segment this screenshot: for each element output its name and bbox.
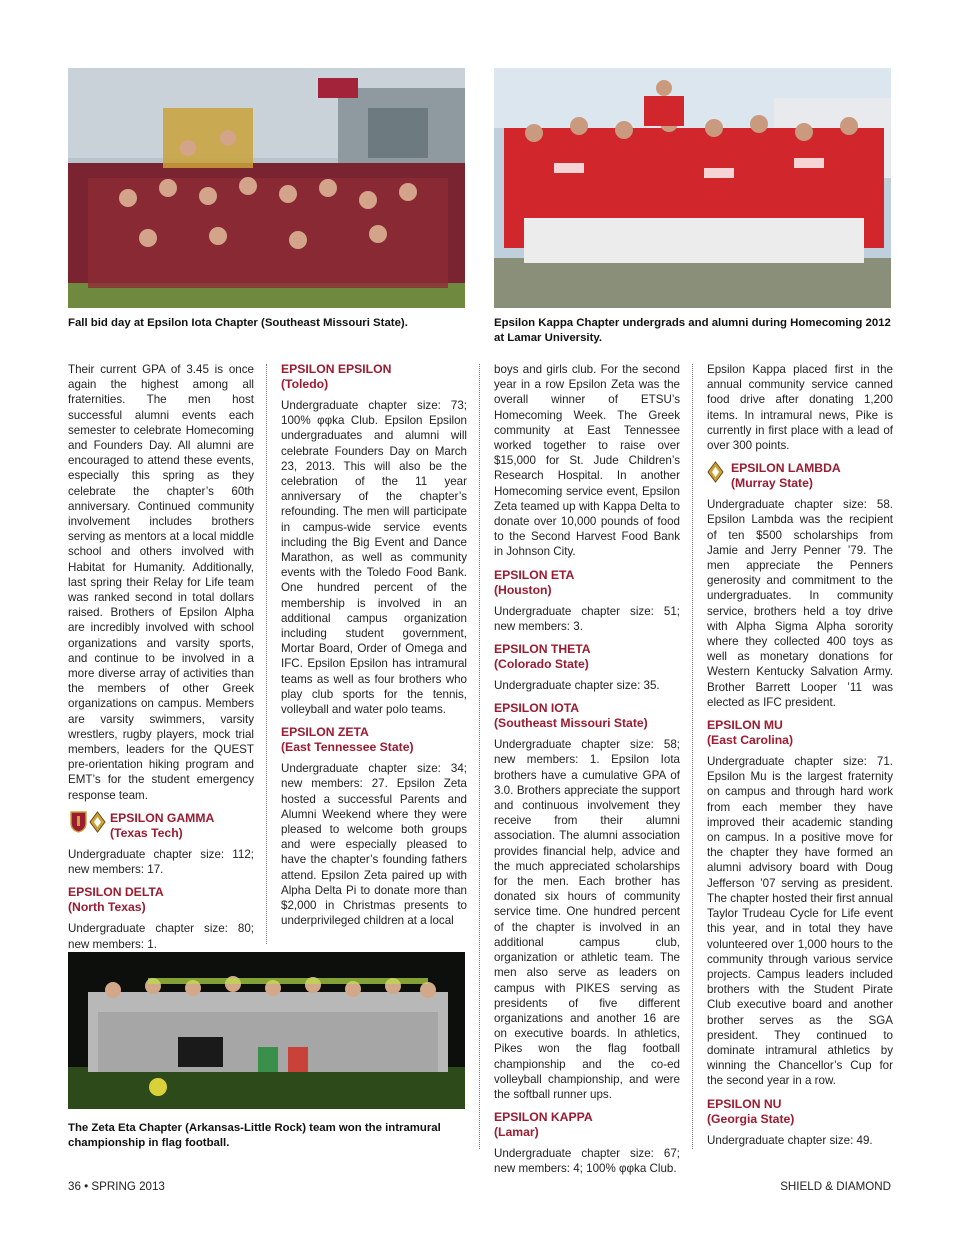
photo-caption-homecoming: Epsilon Kappa Chapter undergrads and alumni during Homecoming 2012 at Lamar University. bbox=[494, 317, 891, 344]
section-heading-epsilon-eta bbox=[494, 568, 680, 598]
chapter-name: EPSILON LAMBDA bbox=[731, 461, 841, 476]
section-heading-epsilon-nu bbox=[707, 1097, 893, 1127]
chapter-report-text: Undergraduate chapter size: 58. Epsilon Lambda was the recipient of ten $500 scholarships from Jamie and Jerry Penner ’79. The men appreciate the Penners generosity and commitment to the undergraduates. In community service, brothers held a toy drive with Alpha Sigma Alpha sorority where they collected 400 toys as well as monetary donations for Western Kentucky Salvation Army. Brother Barrett Looper ’11 was elected as IFC president. bbox=[707, 498, 893, 709]
column-divider bbox=[692, 364, 693, 1149]
pike-diamond-icon bbox=[89, 811, 106, 833]
column-4 bbox=[707, 362, 893, 1156]
chapter-name: EPSILON THETA bbox=[494, 642, 591, 657]
section-heading-epsilon-kappa bbox=[494, 1110, 680, 1140]
chapter-school: (Murray State) bbox=[731, 476, 813, 491]
epsilon-alpha-continuation: Their current GPA of 3.45 is once again the highest among all fraternities. The men host successful alumni events each semester to celebrate Homecoming and Founders Day. All alumni are encouraged to attend these events, especially this spring as they celebrate the chapter’s 60th anniversary. Continued community involvement includes brothers serving as mentors at a local middle school and others involved with Habitat for Humanity. Additionally, last spring their Relay for Life team was ranked second in total dollars raised. Brothers of Epsilon Alpha are incredibly involved with school organizations and varsity sports, and continue to be involved in a more diverse array of activities than the members of other Greek organizations on campus. Members are varsity swimmers, varsity wrestlers, rugby players, mock trial members, leaders for the QUEST pre-orientation hiking program and EMT’s for the student emergency response team. bbox=[68, 363, 254, 802]
chapter-school: (Houston) bbox=[494, 582, 552, 597]
pike-diamond-icon bbox=[707, 461, 724, 483]
chapter-school: (North Texas) bbox=[68, 900, 146, 915]
column-divider bbox=[479, 364, 480, 1149]
chapter-name: EPSILON IOTA bbox=[494, 701, 580, 716]
chapter-school: (East Carolina) bbox=[707, 733, 794, 748]
chapter-school: (Colorado State) bbox=[494, 657, 589, 672]
epsilon-zeta-continuation: boys and girls club. For the second year in a row Epsilon Zeta was the overall winner of ETSU’s Homecoming Week. The Greek community at East Tennessee worked together to raise over $15,000 for St. Jude Children’s Research Hospital. In another Homecoming service event, Epsilon Zeta teamed up with Kappa Delta to donate over 10,000 pounds of food to the Second Harvest Food Bank in Johnson City. bbox=[494, 363, 680, 559]
chapter-report-text: Undergraduate chapter size: 58; new members: 1. Epsilon Iota brothers have a cumulative GPA of 3.0. Brothers appreciate the support and continuous involvement they receive from their alumni association. The alumni association provides financial help, advice and the much appreciated scholarships for the men. Each brother has donated six hours of community service time. One hundred percent of the chapter is involved in an additional campus club, organization or athletic team. The men also serve as leaders on campus with PIKES serving as presidents of five different organizations and another 16 are on executive boards. In athletics, Pikes won the flag football championship and the co-ed volleyball championship, and were the softball runner ups. bbox=[494, 738, 680, 1101]
photo-caption-flag-football: The Zeta Eta Chapter (Arkansas-Little Rock) team won the intramural championship in flag football. bbox=[68, 1122, 441, 1149]
column-divider bbox=[266, 364, 267, 944]
section-heading-epsilon-epsilon bbox=[281, 362, 467, 392]
column-2 bbox=[281, 362, 467, 937]
chapter-school: (Texas Tech) bbox=[110, 825, 183, 840]
chapter-name: EPSILON KAPPA bbox=[494, 1110, 593, 1125]
chapter-report-text: Undergraduate chapter size: 80; new members: 1. bbox=[68, 922, 254, 951]
chapter-school: (Toledo) bbox=[281, 377, 329, 391]
photo-flag-football-champions bbox=[68, 952, 465, 1109]
section-heading-epsilon-lambda bbox=[707, 461, 893, 491]
chapter-name: EPSILON ZETA bbox=[281, 725, 369, 740]
page-number-and-issue: 36 • SPRING 2013 bbox=[68, 1180, 165, 1193]
chapter-school: (Lamar) bbox=[494, 1125, 539, 1140]
section-heading-epsilon-theta bbox=[494, 642, 680, 672]
chapter-school: (Southeast Missouri State) bbox=[494, 716, 648, 731]
section-heading-epsilon-gamma bbox=[68, 811, 254, 841]
chapter-school: (East Tennessee State) bbox=[281, 740, 414, 755]
chapter-report-text: Undergraduate chapter size: 51; new members: 3. bbox=[494, 604, 680, 633]
chapter-report-text: Undergraduate chapter size: 112; new members: 17. bbox=[68, 847, 254, 877]
section-heading-epsilon-mu bbox=[707, 718, 893, 748]
photo-caption-fall-bid-day: Fall bid day at Epsilon Iota Chapter (Southeast Missouri State). bbox=[68, 317, 408, 329]
column-3 bbox=[494, 362, 680, 1185]
chapter-name: EPSILON GAMMA bbox=[110, 810, 215, 825]
photo-homecoming-2012 bbox=[494, 68, 891, 308]
chapter-report-text: Undergraduate chapter size: 71. Epsilon Mu is the largest fraternity on campus and through hard work from each member they have improved their academic standing on campus. In a positive move for the chapter they have formed an alumni advisory board with Doug Jefferson ’07 serving as president. The chapter hosted their first annual Taylor Trudeau Cycle for Life event this year, and in total they have volunteered over 1,000 hours to the community through various service projects. Campus leaders included brothers with the Student Pirate Club executive board and another brother serves as the SGA president. They continued to dominate intramural athletics by winning the Chancellor’s Cup for the second year in a row. bbox=[707, 755, 893, 1088]
section-heading-epsilon-iota bbox=[494, 701, 680, 731]
column-1 bbox=[68, 362, 254, 960]
publication-name: SHIELD & DIAMOND bbox=[780, 1180, 891, 1193]
chapter-shield-icon bbox=[70, 811, 87, 833]
chapter-name: EPSILON NU bbox=[707, 1096, 782, 1111]
chapter-name: EPSILON EPSILON bbox=[281, 362, 392, 376]
chapter-name: EPSILON DELTA bbox=[68, 885, 164, 900]
chapter-name: EPSILON MU bbox=[707, 718, 783, 733]
chapter-report-text: Undergraduate chapter size: 34; new members: 27. Epsilon Zeta hosted a successful Parents and Alumni Weekend where they were pleased to welcome both groups and were especially pleased to have the chapter’s founding fathers attend. Epsilon Zeta paired up with Alpha Delta Pi to donate more than $2,000 in Christmas presents to underprivileged children at a local bbox=[281, 762, 467, 928]
section-heading-epsilon-delta bbox=[68, 885, 254, 915]
chapter-report-text: Undergraduate chapter size: 67; new members: 4; 100% φφka Club. bbox=[494, 1147, 680, 1176]
chapter-report-text: Undergraduate chapter size: 49. bbox=[707, 1133, 873, 1147]
epsilon-kappa-continuation: Epsilon Kappa placed first in the annual community service canned food drive after donating 1,200 items. In intramural news, Pike is currently in first place with a lead of over 300 points. bbox=[707, 363, 893, 453]
chapter-name: EPSILON ETA bbox=[494, 567, 575, 582]
chapter-school: (Georgia State) bbox=[707, 1111, 795, 1126]
section-heading-epsilon-zeta bbox=[281, 725, 467, 755]
photo-fall-bid-day bbox=[68, 68, 465, 308]
chapter-report-text: Undergraduate chapter size: 35. bbox=[494, 679, 660, 693]
chapter-report-text: Undergraduate chapter size: 73; 100% φφka Club. Epsilon Epsilon undergraduates and alumni will celebrate Founders Day on March 23, 2013. This will also be the celebration of the 11 year anniversary of the chapter’s refounding. The men will participate in campus-wide service events including the Big Event and Dance Marathon, as well as community events with the Toledo Food Bank. One hundred percent of the membership is involved in an additional campus organization including student government, Mortar Board, Order of Omega and IFC. Epsilon Epsilon has intramural teams as well as four brothers who play club sports for the tennis, volleyball and water polo teams. bbox=[281, 399, 467, 717]
